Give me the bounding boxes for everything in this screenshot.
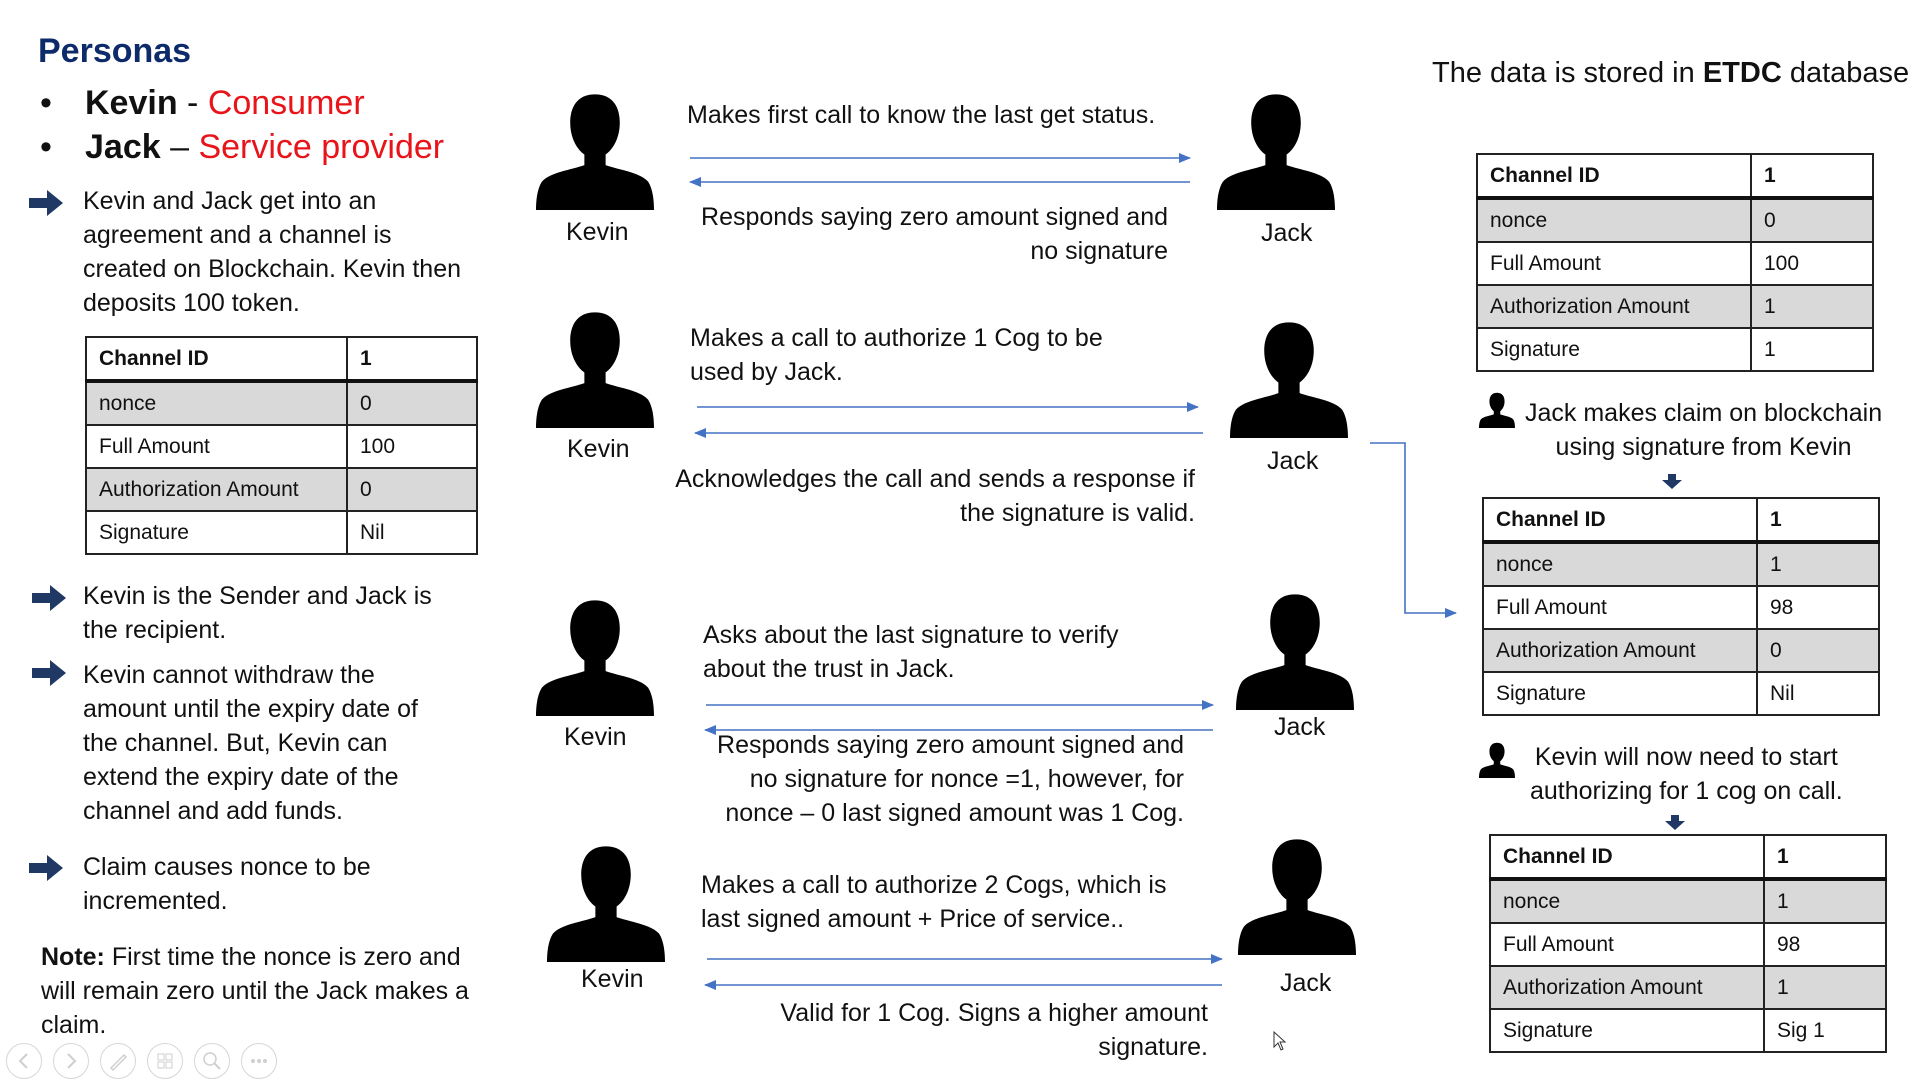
cell-label: Authorization Amount: [1483, 629, 1757, 672]
cell-value: 1: [347, 337, 477, 381]
channel-table-after-claim: [1482, 497, 1880, 716]
cell-value: 0: [347, 468, 477, 511]
text-line: signature.: [1098, 1033, 1208, 1061]
text-line: Responds saying zero amount signed and: [717, 731, 1184, 759]
text-line: Makes a call to authorize 1 Cog to be: [690, 324, 1103, 352]
jack-label: Jack: [1261, 219, 1313, 247]
text-line: no signature: [1030, 237, 1168, 265]
cell-value: 1: [1751, 328, 1873, 371]
storage-caption: [1432, 57, 1909, 90]
text-line: Claim causes nonce to be: [83, 853, 371, 881]
text-line: the signature is valid.: [960, 499, 1195, 527]
chevron-right-icon: [54, 1044, 88, 1078]
persona-name: Jack: [85, 128, 161, 166]
claim-connector-arrow: [1370, 443, 1456, 613]
text-line: agreement and a channel is: [83, 221, 392, 249]
cell-value: 1: [1751, 285, 1873, 328]
slides-grid-icon: [148, 1044, 182, 1078]
cell-label: Channel ID: [1490, 835, 1764, 879]
cell-value: 1: [1764, 879, 1886, 923]
cell-label: Channel ID: [1483, 498, 1757, 542]
text-line: nonce – 0 last signed amount was 1 Cog.: [725, 799, 1184, 827]
pen-icon: [101, 1044, 135, 1078]
kevin-label: Kevin: [566, 218, 629, 246]
cell-label: Signature: [1477, 328, 1751, 371]
text-line: Kevin and Jack get into an: [83, 187, 377, 215]
note-label: Note:: [41, 943, 105, 971]
claim-note: [1525, 396, 1882, 464]
text-line: database: [1781, 57, 1910, 89]
text-line: about the trust in Jack.: [703, 655, 955, 683]
cell-label: Channel ID: [1477, 154, 1751, 198]
jack-label: Jack: [1267, 447, 1319, 475]
cell-label: Authorization Amount: [1490, 966, 1764, 1009]
cell-label: Signature: [1483, 672, 1757, 715]
cell-label: Full Amount: [1477, 242, 1751, 285]
cell-value: 0: [1757, 629, 1879, 672]
text-line: Kevin will now need to start: [1534, 743, 1838, 771]
channel-table-etdc: [1476, 153, 1874, 372]
cell-label: Authorization Amount: [86, 468, 347, 511]
cell-value: 0: [1751, 198, 1873, 242]
cell-label: Full Amount: [1483, 586, 1757, 629]
more-dots-icon: [242, 1044, 276, 1078]
jack-small-person-icon: [1478, 392, 1516, 428]
cell-label: Channel ID: [86, 337, 347, 381]
persona-name: Kevin: [85, 84, 178, 122]
channel-table-authorized: [1489, 834, 1887, 1053]
persona-role: Consumer: [207, 84, 365, 122]
text-line: Acknowledges the call and sends a response if: [675, 465, 1195, 493]
text-line: channel and add funds.: [83, 797, 343, 825]
jack-label: Jack: [1274, 713, 1326, 741]
text-line: will remain zero until the Jack makes a: [41, 977, 469, 1005]
cell-label: nonce: [1477, 198, 1751, 242]
text-line: no signature for nonce =1, however, for: [749, 765, 1184, 793]
cell-value: Sig 1: [1764, 1009, 1886, 1052]
text-line: the recipient.: [83, 616, 227, 644]
cell-value: Nil: [347, 511, 477, 554]
magnifier-icon: [195, 1044, 229, 1078]
cell-value: 98: [1757, 586, 1879, 629]
text-line: incremented.: [83, 887, 228, 915]
cell-value: 100: [347, 425, 477, 468]
text-line: Asks about the last signature to verify: [703, 621, 1119, 649]
text-line: claim.: [41, 1011, 107, 1039]
down-arrow-2: [1665, 815, 1685, 830]
text-line: used by Jack.: [690, 358, 843, 386]
text-line: deposits 100 token.: [83, 289, 300, 317]
text-line: last signed amount + Price of service..: [701, 905, 1125, 933]
text-line: created on Blockchain. Kevin then: [83, 255, 462, 283]
text-line: The data is stored in: [1432, 57, 1703, 89]
persona-sep: -: [177, 84, 208, 122]
cell-label: nonce: [86, 381, 347, 425]
text-line: using signature from Kevin: [1555, 433, 1852, 461]
cell-value: Nil: [1757, 672, 1879, 715]
text-line: Makes first call to know the last get status.: [687, 101, 1156, 129]
kevin-label: Kevin: [567, 435, 630, 463]
cell-label: Full Amount: [86, 425, 347, 468]
cell-label: Authorization Amount: [1477, 285, 1751, 328]
bullet-icon: •: [40, 128, 52, 166]
jack-label: Jack: [1280, 969, 1332, 997]
text-line: Jack makes claim on blockchain: [1525, 399, 1883, 427]
chevron-left-icon: [7, 1044, 41, 1078]
cell-value: 0: [347, 381, 477, 425]
kevin-small-person-icon: [1478, 742, 1516, 778]
cell-value: 98: [1764, 923, 1886, 966]
cell-value: 1: [1764, 835, 1886, 879]
cell-value: 1: [1751, 154, 1873, 198]
text-line: Kevin cannot withdraw the: [83, 661, 375, 689]
text-line: Valid for 1 Cog. Signs a higher amount: [780, 999, 1208, 1027]
down-arrow-1: [1662, 474, 1682, 489]
persona-role: Service provider: [198, 128, 445, 166]
cell-value: 1: [1764, 966, 1886, 1009]
cell-label: Signature: [86, 511, 347, 554]
db-name: ETDC: [1702, 57, 1782, 89]
text-line: the channel. But, Kevin can: [83, 729, 388, 757]
cell-label: nonce: [1483, 542, 1757, 586]
cell-value: 1: [1757, 498, 1879, 542]
text-line: Makes a call to authorize 2 Cogs, which is: [701, 871, 1167, 899]
cell-label: Full Amount: [1490, 923, 1764, 966]
cell-value: 1: [1757, 542, 1879, 586]
persona-sep: –: [160, 128, 199, 166]
text-line: Responds saying zero amount signed and: [701, 203, 1168, 231]
cell-label: Signature: [1490, 1009, 1764, 1052]
mouse-cursor-icon: [1273, 1031, 1287, 1051]
text-line: extend the expiry date of the: [83, 763, 399, 791]
text-line: amount until the expiry date of: [83, 695, 418, 723]
page-title: Personas: [38, 32, 192, 70]
text-line: authorizing for 1 cog on call.: [1530, 777, 1843, 805]
cell-label: nonce: [1490, 879, 1764, 923]
cell-value: 100: [1751, 242, 1873, 285]
text-line: Kevin is the Sender and Jack is: [83, 582, 432, 610]
text-line: First time the nonce is zero and: [104, 943, 461, 971]
auth-note: [1530, 740, 1843, 808]
bullet-icon: •: [40, 84, 52, 122]
kevin-label: Kevin: [564, 723, 627, 751]
kevin-label: Kevin: [581, 965, 644, 993]
